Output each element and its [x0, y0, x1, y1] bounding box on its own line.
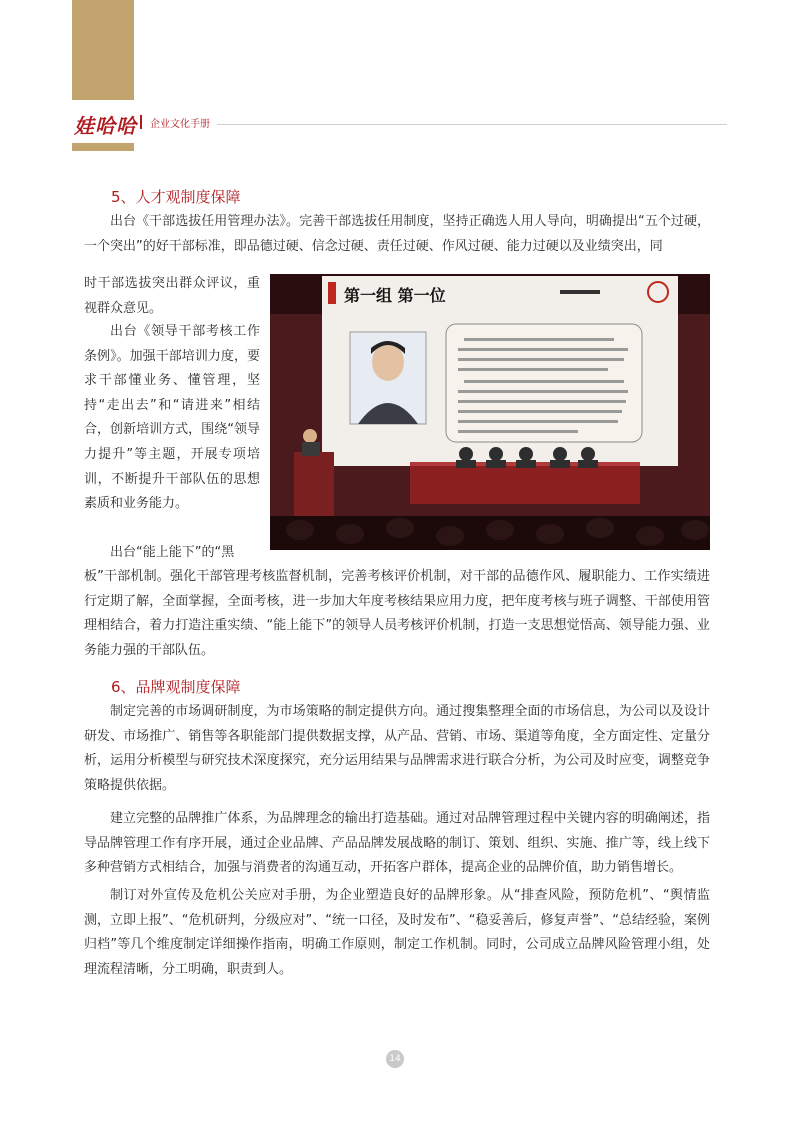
section5-paragraph-3-head: 出台“能上能下”的“黑: [110, 545, 235, 560]
page-number: 14: [386, 1050, 404, 1068]
header-divider: [140, 115, 142, 129]
section6-paragraph-3: 制订对外宣传及危机公关应对手册，为企业塑造良好的品牌形象。从“排查风险，预防危机”、“舆情监测，立即上报”、“危机研判，分级应对”、“统一口径，及时发布”、“稳妥善后，修复声誉”、“总结经验，案例归档”等几个维度制定详细操作指南，明确工作原则，制定工作机制。同时，公司成立品牌风险管理小组，处理流程清晰，分工明确，职责到人。: [84, 888, 710, 977]
manual-title: 企业文化手册: [150, 119, 210, 130]
section5-paragraph-3: 板”干部机制。强化干部管理考核监督机制，完善考核评价机制，对干部的品德作风、履职能力、工作实绩进行定期了解，全面掌握，全面考核，进一步加大年度考核结果应用力度，把年度考核与班子调整、干部使用管理相结合，着力打造注重实绩、“能上能下”的领导人员考核评价机制，打造一支思想觉悟高、领导能力强、业务能力强的干部队伍。: [84, 569, 710, 658]
conference-scene: [270, 274, 710, 550]
conference-photo: [270, 274, 710, 550]
section6-title: 6、品牌观制度保障: [111, 678, 241, 696]
section6-paragraph-2: 建立完整的品牌推广体系，为品牌理念的输出打造基础。通过对品牌管理过程中关键内容的明确阐述，指导品牌管理工作有序开展，通过企业品牌、产品品牌发展战略的制订、策划、组织、实施、推广等，线上线下多种营销方式相结合，加强与消费者的沟通互动，开拓客户群体，提高企业的品牌价值，助力销售增长。: [84, 811, 710, 876]
section5-paragraph-2: 出台《领导干部考核工作条例》。加强干部培训力度，要求干部懂业务、懂管理，坚持“走出去”和“请进来”相结合，创新培训方式，围绕“领导力提升”等主题，开展专项培训，不断提升干部队伍的思想素质和业务能力。: [84, 324, 260, 512]
section5-title: 5、人才观制度保障: [111, 188, 241, 206]
brand-logo: 娃哈哈: [74, 114, 137, 138]
header-rule: [217, 124, 727, 125]
section6-paragraph-1: 制定完善的市场调研制度，为市场策略的制定提供方向。通过搜集整理全面的市场信息，为公司以及设计研发、市场推广、销售等各职能部门提供数据支撑，从产品、营销、市场、渠道等角度，全方面定性、定量分析，运用分析模型与研究技术深度探究，充分运用结果与品牌需求进行联合分析，为公司及时应变，调整竞争策略提供依据。: [84, 704, 710, 793]
slide-title: 第一组 第一位: [344, 286, 446, 305]
header-gold-band: [72, 0, 134, 100]
header-gold-foot: [72, 143, 134, 151]
section5-paragraph-1-tail: 时干部选拔突出群众评议，重视群众意见。: [84, 276, 260, 316]
section5-paragraph-1: 出台《干部选拔任用管理办法》。完善干部选拔任用制度，坚持正确选人用人导向，明确提出“五个过硬，一个突出”的好干部标准，即品德过硬、信念过硬、责任过硬、作风过硬、能力过硬以及业绩突出，同: [84, 214, 710, 254]
